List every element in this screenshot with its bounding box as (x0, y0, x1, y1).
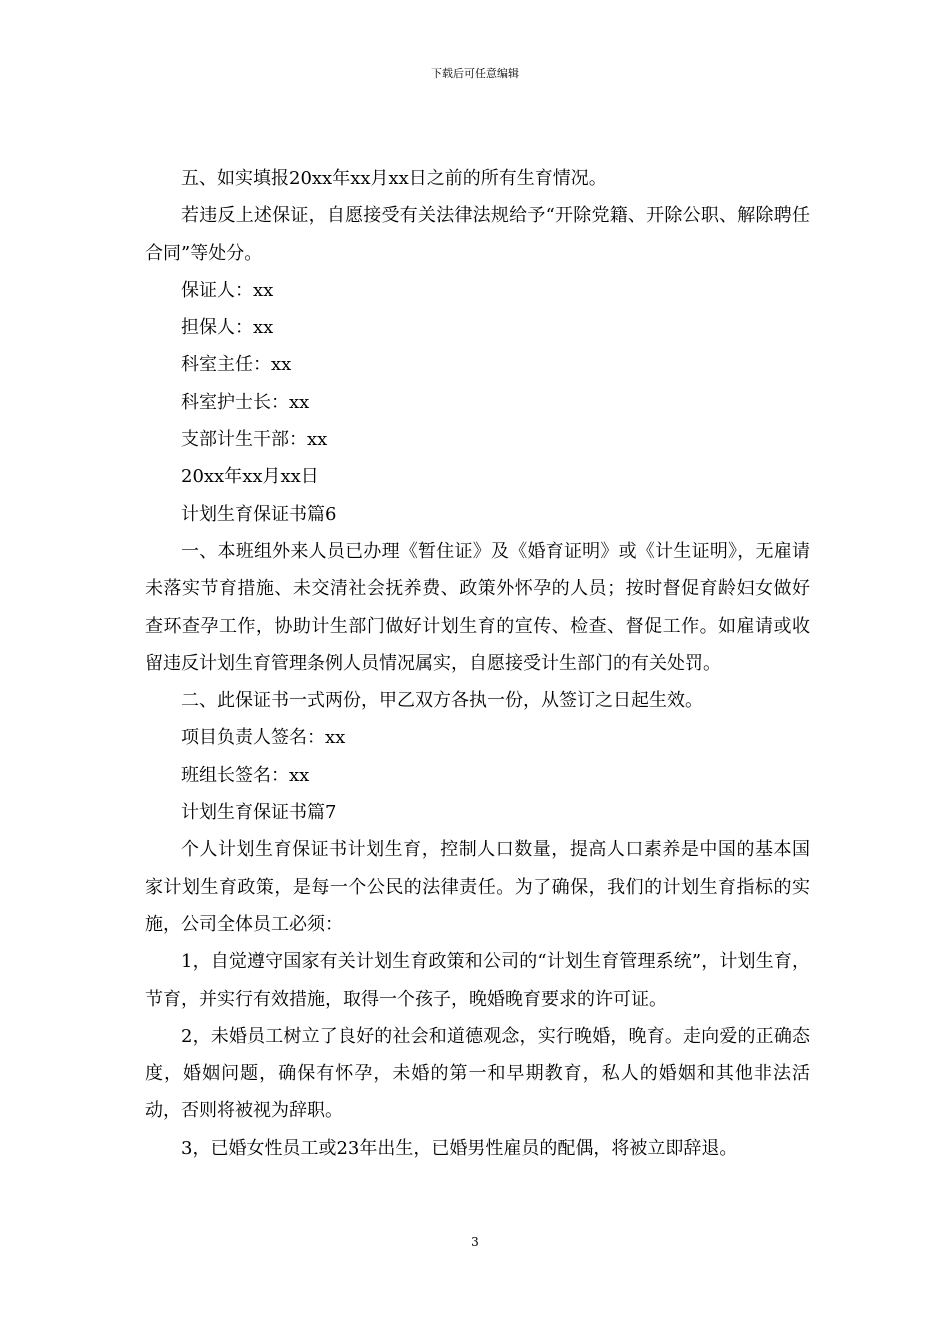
department-head-line: 科室主任：xx (181, 354, 292, 376)
page-header: 下载后可任意编辑 (431, 67, 519, 80)
paragraph-section7-intro: 个人计划生育保证书计划生育，控制人口数量，提高人口素养是中国的基本国家计划生育政策，是每一个公民的法律责任。为了确保，我们的计划生育指标的实施，公司全体员工必须： (145, 839, 810, 935)
sponsor-line: 担保人：xx (181, 317, 274, 339)
project-lead-signature: 项目负责人签名：xx (181, 727, 346, 749)
paragraph-item-5: 五、如实填报20xx年xx月xx日之前的所有生育情况。 (181, 168, 607, 189)
paragraph-section7-item1: 1，自觉遵守国家有关计划生育政策和公司的“计划生育管理系统”，计划生育，节育，并实行有效措施，取得一个孩子，晚婚晚育要求的许可证。 (145, 951, 810, 1010)
paragraph-violation: 若违反上述保证，自愿接受有关法律法规给予“开除党籍、开除公职、解除聘任合同”等处分。 (145, 205, 810, 264)
section-title-6: 计划生育保证书篇6 (181, 503, 337, 525)
paragraph-section7-item3: 3，已婚女性员工或23年出生，已婚男性雇员的配偶，将被立即辞退。 (181, 1137, 738, 1159)
head-nurse-line: 科室护士长：xx (181, 391, 310, 413)
branch-cadre-line: 支部计生干部：xx (181, 429, 328, 451)
page-number: 3 (471, 1235, 479, 1249)
document-body (145, 160, 810, 1167)
guarantor-line: 保证人：xx (181, 279, 274, 301)
date-line: 20xx年xx月xx日 (181, 466, 319, 488)
paragraph-section6-item1: 一、本班组外来人员已办理《暂住证》及《婚育证明》或《计生证明》，无雇请未落实节育措施、未交清社会抚养费、政策外怀孕的人员；按时督促育龄妇女做好查环查孕工作，协助计生部门做好计划生育的宣传、检查、督促工作。如雇请或收留违反计划生育管理条例人员情况属实，自愿接受计生部门的有关处罚。 (145, 540, 810, 674)
section-title-7: 计划生育保证书篇7 (181, 802, 337, 824)
paragraph-section6-item2: 二、此保证书一式两份，甲乙双方各执一份，从签订之日起生效。 (181, 690, 703, 712)
team-lead-signature: 班组长签名：xx (181, 764, 310, 786)
paragraph-section7-item2: 2，未婚员工树立了良好的社会和道德观念，实行晚婚，晚育。走向爱的正确态度，婚姻问题，确保有怀孕，未婚的第一和早期教育，私人的婚姻和其他非法活动，否则将被视为辞职。 (145, 1025, 810, 1122)
